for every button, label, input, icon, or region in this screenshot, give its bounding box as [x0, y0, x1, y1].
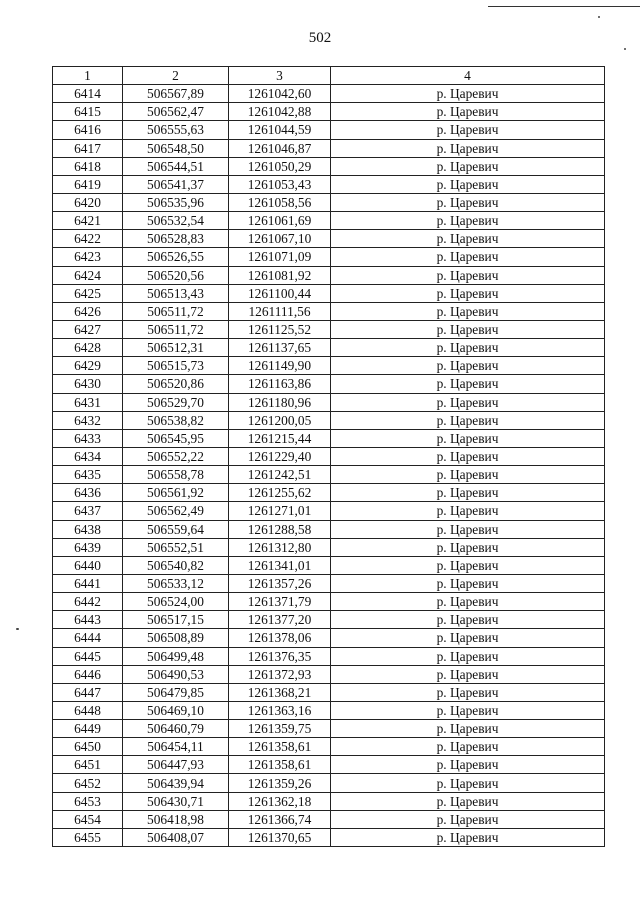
- coord-x-cell: 506555,63: [123, 121, 229, 139]
- description-cell: р. Царевич: [331, 810, 605, 828]
- coord-x-cell: 506520,86: [123, 375, 229, 393]
- point-number-cell: 6424: [53, 266, 123, 284]
- coord-x-cell: 506508,89: [123, 629, 229, 647]
- coord-y-cell: 1261053,43: [229, 175, 331, 193]
- description-cell: р. Царевич: [331, 574, 605, 592]
- point-number-cell: 6419: [53, 175, 123, 193]
- description-cell: р. Царевич: [331, 302, 605, 320]
- description-cell: р. Царевич: [331, 375, 605, 393]
- description-cell: р. Царевич: [331, 647, 605, 665]
- description-cell: р. Царевич: [331, 248, 605, 266]
- coord-x-cell: 506562,49: [123, 502, 229, 520]
- coord-x-cell: 506454,11: [123, 738, 229, 756]
- table-row: [53, 411, 605, 429]
- point-number-cell: 6435: [53, 466, 123, 484]
- table-row: [53, 266, 605, 284]
- coord-x-cell: 506517,15: [123, 611, 229, 629]
- point-number-cell: 6451: [53, 756, 123, 774]
- description-cell: р. Царевич: [331, 792, 605, 810]
- point-number-cell: 6420: [53, 193, 123, 211]
- coord-x-cell: 506511,72: [123, 302, 229, 320]
- coord-y-cell: 1261044,59: [229, 121, 331, 139]
- coord-y-cell: 1261312,80: [229, 538, 331, 556]
- scan-speck: [624, 48, 626, 50]
- coord-x-cell: 506469,10: [123, 701, 229, 719]
- coord-x-cell: 506558,78: [123, 466, 229, 484]
- page-number: 502: [308, 30, 332, 46]
- coord-x-cell: 506490,53: [123, 665, 229, 683]
- table-row: [53, 302, 605, 320]
- description-cell: р. Царевич: [331, 284, 605, 302]
- point-number-cell: 6441: [53, 574, 123, 592]
- point-number-cell: 6414: [53, 85, 123, 103]
- point-number-cell: 6425: [53, 284, 123, 302]
- table-row: [53, 175, 605, 193]
- coord-y-cell: 1261125,52: [229, 320, 331, 338]
- table-row: [53, 193, 605, 211]
- point-number-cell: 6454: [53, 810, 123, 828]
- description-cell: р. Царевич: [331, 774, 605, 792]
- coord-y-cell: 1261081,92: [229, 266, 331, 284]
- coord-x-cell: 506541,37: [123, 175, 229, 193]
- description-cell: р. Царевич: [331, 393, 605, 411]
- description-cell: р. Царевич: [331, 828, 605, 846]
- point-number-cell: 6453: [53, 792, 123, 810]
- table-row: [53, 792, 605, 810]
- table-row: [53, 139, 605, 157]
- table-row: [53, 520, 605, 538]
- table-row: [53, 212, 605, 230]
- coord-x-cell: 506418,98: [123, 810, 229, 828]
- coord-y-cell: 1261370,65: [229, 828, 331, 846]
- point-number-cell: 6442: [53, 593, 123, 611]
- table-row: [53, 484, 605, 502]
- point-number-cell: 6434: [53, 447, 123, 465]
- coord-y-cell: 1261242,51: [229, 466, 331, 484]
- coord-y-cell: 1261357,26: [229, 574, 331, 592]
- description-cell: р. Царевич: [331, 593, 605, 611]
- table-header-row: [53, 67, 605, 85]
- coord-y-cell: 1261359,75: [229, 720, 331, 738]
- description-cell: р. Царевич: [331, 212, 605, 230]
- description-cell: р. Царевич: [331, 683, 605, 701]
- coord-y-cell: 1261368,21: [229, 683, 331, 701]
- coord-y-cell: 1261341,01: [229, 556, 331, 574]
- table-row: [53, 320, 605, 338]
- description-cell: р. Царевич: [331, 665, 605, 683]
- description-cell: р. Царевич: [331, 429, 605, 447]
- description-cell: р. Царевич: [331, 157, 605, 175]
- description-cell: р. Царевич: [331, 484, 605, 502]
- point-number-cell: 6450: [53, 738, 123, 756]
- point-number-cell: 6444: [53, 629, 123, 647]
- point-number-cell: 6449: [53, 720, 123, 738]
- point-number-cell: 6431: [53, 393, 123, 411]
- coord-y-cell: 1261377,20: [229, 611, 331, 629]
- coord-x-cell: 506512,31: [123, 339, 229, 357]
- coord-x-cell: 506479,85: [123, 683, 229, 701]
- table-row: [53, 574, 605, 592]
- coord-x-cell: 506513,43: [123, 284, 229, 302]
- coord-x-cell: 506439,94: [123, 774, 229, 792]
- description-cell: р. Царевич: [331, 193, 605, 211]
- description-cell: р. Царевич: [331, 520, 605, 538]
- table-row: [53, 774, 605, 792]
- point-number-cell: 6437: [53, 502, 123, 520]
- description-cell: р. Царевич: [331, 266, 605, 284]
- coord-y-cell: 1261042,60: [229, 85, 331, 103]
- description-cell: р. Царевич: [331, 85, 605, 103]
- coord-y-cell: 1261372,93: [229, 665, 331, 683]
- point-number-cell: 6455: [53, 828, 123, 846]
- table-row: [53, 85, 605, 103]
- coord-y-cell: 1261271,01: [229, 502, 331, 520]
- table-row: [53, 248, 605, 266]
- point-number-cell: 6446: [53, 665, 123, 683]
- table-row: [53, 284, 605, 302]
- coord-x-cell: 506408,07: [123, 828, 229, 846]
- point-number-cell: 6433: [53, 429, 123, 447]
- table-row: [53, 103, 605, 121]
- table-row: [53, 701, 605, 719]
- coord-y-cell: 1261061,69: [229, 212, 331, 230]
- coord-x-cell: 506520,56: [123, 266, 229, 284]
- coord-x-cell: 506526,55: [123, 248, 229, 266]
- table-row: [53, 502, 605, 520]
- description-cell: р. Царевич: [331, 139, 605, 157]
- point-number-cell: 6417: [53, 139, 123, 157]
- coord-x-cell: 506540,82: [123, 556, 229, 574]
- table-row: [53, 357, 605, 375]
- table-row: [53, 665, 605, 683]
- point-number-cell: 6438: [53, 520, 123, 538]
- table-row: [53, 828, 605, 846]
- description-cell: р. Царевич: [331, 103, 605, 121]
- coord-y-cell: 1261071,09: [229, 248, 331, 266]
- description-cell: р. Царевич: [331, 701, 605, 719]
- table-row: [53, 375, 605, 393]
- point-number-cell: 6447: [53, 683, 123, 701]
- scan-speck: [598, 16, 600, 18]
- table-row: [53, 429, 605, 447]
- table-row: [53, 611, 605, 629]
- point-number-cell: 6421: [53, 212, 123, 230]
- table-row: [53, 756, 605, 774]
- point-number-cell: 6439: [53, 538, 123, 556]
- coord-x-cell: 506499,48: [123, 647, 229, 665]
- table-row: [53, 339, 605, 357]
- coord-x-cell: 506430,71: [123, 792, 229, 810]
- coord-x-cell: 506545,95: [123, 429, 229, 447]
- coord-y-cell: 1261378,06: [229, 629, 331, 647]
- point-number-cell: 6452: [53, 774, 123, 792]
- header-col-2: 2: [123, 67, 229, 85]
- description-cell: р. Царевич: [331, 629, 605, 647]
- coord-x-cell: 506567,89: [123, 85, 229, 103]
- coord-y-cell: 1261200,05: [229, 411, 331, 429]
- table-row: [53, 466, 605, 484]
- coord-y-cell: 1261111,56: [229, 302, 331, 320]
- coord-y-cell: 1261050,29: [229, 157, 331, 175]
- description-cell: р. Царевич: [331, 357, 605, 375]
- point-number-cell: 6440: [53, 556, 123, 574]
- description-cell: р. Царевич: [331, 466, 605, 484]
- top-edge-rule: [488, 6, 640, 7]
- coord-x-cell: 506528,83: [123, 230, 229, 248]
- coord-x-cell: 506447,93: [123, 756, 229, 774]
- coord-y-cell: 1261366,74: [229, 810, 331, 828]
- table-row: [53, 230, 605, 248]
- description-cell: р. Царевич: [331, 538, 605, 556]
- description-cell: р. Царевич: [331, 738, 605, 756]
- point-number-cell: 6427: [53, 320, 123, 338]
- header-col-1: 1: [53, 67, 123, 85]
- table-row: [53, 738, 605, 756]
- coord-y-cell: 1261363,16: [229, 701, 331, 719]
- description-cell: р. Царевич: [331, 447, 605, 465]
- point-number-cell: 6422: [53, 230, 123, 248]
- coord-x-cell: 506559,64: [123, 520, 229, 538]
- coord-y-cell: 1261362,18: [229, 792, 331, 810]
- coord-x-cell: 506552,22: [123, 447, 229, 465]
- description-cell: р. Царевич: [331, 121, 605, 139]
- coord-y-cell: 1261058,56: [229, 193, 331, 211]
- coord-y-cell: 1261149,90: [229, 357, 331, 375]
- coord-x-cell: 506533,12: [123, 574, 229, 592]
- table-row: [53, 720, 605, 738]
- coord-x-cell: 506544,51: [123, 157, 229, 175]
- point-number-cell: 6416: [53, 121, 123, 139]
- description-cell: р. Царевич: [331, 320, 605, 338]
- point-number-cell: 6418: [53, 157, 123, 175]
- point-number-cell: 6415: [53, 103, 123, 121]
- coord-y-cell: 1261046,87: [229, 139, 331, 157]
- coord-y-cell: 1261042,88: [229, 103, 331, 121]
- coord-y-cell: 1261255,62: [229, 484, 331, 502]
- description-cell: р. Царевич: [331, 611, 605, 629]
- table-row: [53, 556, 605, 574]
- table-row: [53, 629, 605, 647]
- coord-y-cell: 1261358,61: [229, 738, 331, 756]
- table-row: [53, 538, 605, 556]
- coord-x-cell: 506532,54: [123, 212, 229, 230]
- coord-x-cell: 506524,00: [123, 593, 229, 611]
- description-cell: р. Царевич: [331, 175, 605, 193]
- coord-x-cell: 506562,47: [123, 103, 229, 121]
- point-number-cell: 6436: [53, 484, 123, 502]
- table-row: [53, 647, 605, 665]
- coord-y-cell: 1261137,65: [229, 339, 331, 357]
- coord-x-cell: 506561,92: [123, 484, 229, 502]
- coord-y-cell: 1261376,35: [229, 647, 331, 665]
- header-col-3: 3: [229, 67, 331, 85]
- coord-x-cell: 506552,51: [123, 538, 229, 556]
- table-row: [53, 447, 605, 465]
- coord-x-cell: 506529,70: [123, 393, 229, 411]
- coord-x-cell: 506548,50: [123, 139, 229, 157]
- coord-x-cell: 506535,96: [123, 193, 229, 211]
- coord-y-cell: 1261215,44: [229, 429, 331, 447]
- coord-x-cell: 506538,82: [123, 411, 229, 429]
- coord-x-cell: 506515,73: [123, 357, 229, 375]
- header-col-4: 4: [331, 67, 605, 85]
- description-cell: р. Царевич: [331, 502, 605, 520]
- coord-y-cell: 1261163,86: [229, 375, 331, 393]
- table-row: [53, 593, 605, 611]
- description-cell: р. Царевич: [331, 720, 605, 738]
- description-cell: р. Царевич: [331, 230, 605, 248]
- table-row: [53, 810, 605, 828]
- coord-y-cell: 1261100,44: [229, 284, 331, 302]
- point-number-cell: 6443: [53, 611, 123, 629]
- description-cell: р. Царевич: [331, 411, 605, 429]
- description-cell: р. Царевич: [331, 756, 605, 774]
- table-row: [53, 121, 605, 139]
- point-number-cell: 6423: [53, 248, 123, 266]
- coord-y-cell: 1261358,61: [229, 756, 331, 774]
- table-row: [53, 157, 605, 175]
- coord-y-cell: 1261371,79: [229, 593, 331, 611]
- description-cell: р. Царевич: [331, 556, 605, 574]
- point-number-cell: 6429: [53, 357, 123, 375]
- coord-x-cell: 506511,72: [123, 320, 229, 338]
- coord-y-cell: 1261359,26: [229, 774, 331, 792]
- point-number-cell: 6445: [53, 647, 123, 665]
- coord-y-cell: 1261180,96: [229, 393, 331, 411]
- point-number-cell: 6426: [53, 302, 123, 320]
- coord-x-cell: 506460,79: [123, 720, 229, 738]
- table-body: [53, 85, 605, 847]
- point-number-cell: 6428: [53, 339, 123, 357]
- table-row: [53, 393, 605, 411]
- coord-y-cell: 1261229,40: [229, 447, 331, 465]
- table-row: [53, 683, 605, 701]
- point-number-cell: 6432: [53, 411, 123, 429]
- coord-y-cell: 1261288,58: [229, 520, 331, 538]
- point-number-cell: 6448: [53, 701, 123, 719]
- coordinates-table: [52, 66, 605, 847]
- point-number-cell: 6430: [53, 375, 123, 393]
- coord-y-cell: 1261067,10: [229, 230, 331, 248]
- description-cell: р. Царевич: [331, 339, 605, 357]
- scan-speck: [16, 628, 19, 630]
